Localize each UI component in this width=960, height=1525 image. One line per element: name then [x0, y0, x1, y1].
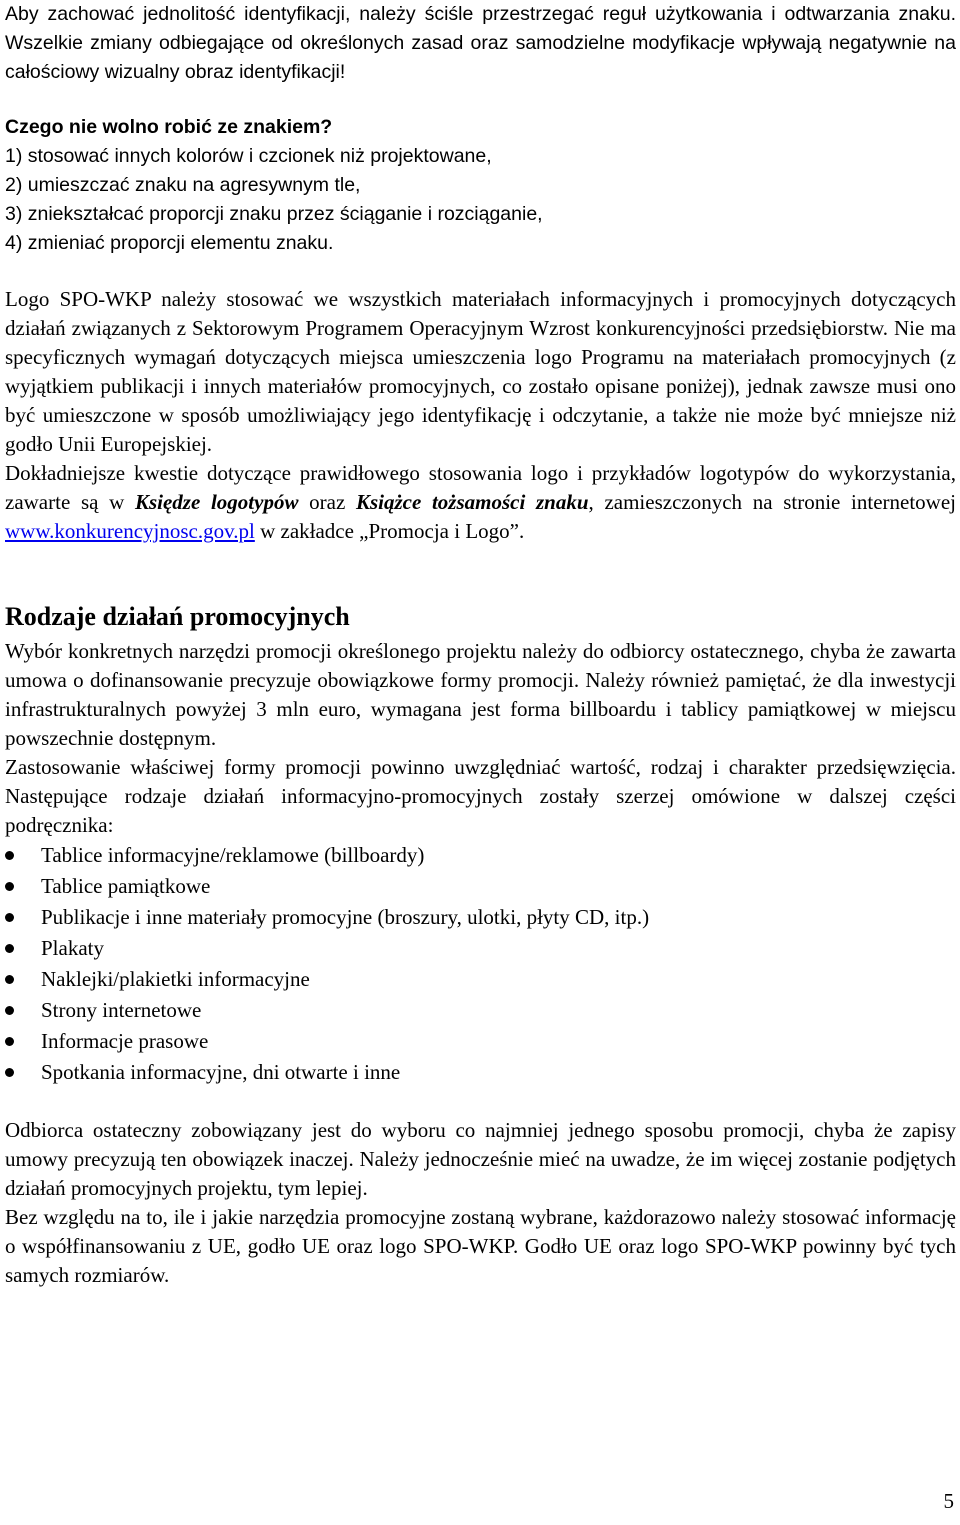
section-heading: Rodzaje działań promocyjnych: [5, 602, 350, 631]
list-item: [5, 1026, 956, 1057]
list-item-label: Informacje prasowe: [41, 1029, 209, 1053]
list-item: [5, 840, 956, 871]
logo-usage-paragraph: Logo SPO-WKP należy stosować we wszystkich materiałach informacyjnych i promocyjnych dotyczących działań związanych z Sektorowym Programem Operacyjnym Wzrost konkurencyjności przedsiębiorstw. Nie ma specyficznych wymagań dotyczących miejsca umieszczenia logo Programu na materiałach promocyjnych (z wyjątkiem publikacji i innych materiałów promocyjnych, co zostało opisane poniżej), jednak zawsze musi ono być umieszczone w sposób umożliwiający jego identyfikację i odczytanie, a także nie może być mniejsze niż godło Unii Europejskiej.: [5, 287, 956, 456]
bullet-icon: [5, 1037, 14, 1046]
list-item-label: Tablice pamiątkowe: [41, 874, 211, 898]
section-paragraph-3: Odbiorca ostateczny zobowiązany jest do wyboru co najmniej jednego sposobu promocji, chyba że zapisy umowy precyzują ten obowiązek inaczej. Należy jednocześnie mieć na uwadze, że im więcej zostanie podjętych działań promocyjnych projektu, tym lepiej.: [5, 1118, 956, 1200]
bullet-icon: [5, 944, 14, 953]
bullet-icon: [5, 1068, 14, 1077]
list-item: [5, 1057, 956, 1088]
details-text-1: Dokładniejsze kwestie dotyczące prawidłowego stosowania logo i przykładów logotypów do wykorzystania, zawarte są w: [5, 461, 956, 514]
donts-item: 4) zmieniać proporcji elementu znaku.: [5, 232, 334, 254]
list-item-label: Naklejki/plakietki informacyjne: [41, 967, 310, 991]
book-identity-title: Książce tożsamości znaku: [355, 490, 589, 514]
document-page: [5, 0, 956, 1290]
bullet-icon: [5, 975, 14, 984]
list-item-label: Plakaty: [41, 936, 104, 960]
promotion-types-list: [5, 840, 956, 1088]
list-item: [5, 964, 956, 995]
donts-list: [5, 142, 956, 258]
donts-heading: Czego nie wolno robić ze znakiem?: [5, 116, 333, 138]
section-paragraph-4: Bez względu na to, ile i jakie narzędzia promocyjne zostaną wybrane, każdorazowo należy stosować informację o współfinansowaniu z UE, godło UE oraz logo SPO-WKP. Godło UE oraz logo SPO-WKP powinny być tych samych rozmiarów.: [5, 1205, 956, 1287]
donts-item: 2) umieszczać znaku na agresywnym tle,: [5, 174, 361, 196]
bullet-icon: [5, 1006, 14, 1015]
list-item-label: Tablice informacyjne/reklamowe (billboardy): [41, 843, 425, 867]
list-item: [5, 871, 956, 902]
list-item: [5, 933, 956, 964]
bullet-icon: [5, 913, 14, 922]
details-text-4: w zakładce „Promocja i Logo”.: [254, 519, 525, 543]
bullet-icon: [5, 882, 14, 891]
intro-paragraph: Aby zachować jednolitość identyfikacji, należy ściśle przestrzegać reguł użytkowania i odtwarzania znaku. Wszelkie zmiany odbiegające od określonych zasad oraz samodzielne modyfikacje wpływają negatywnie na całościowy wizualny obraz identyfikacji!: [5, 3, 956, 83]
website-link[interactable]: www.konkurencyjnosc.gov.pl: [5, 519, 255, 543]
book-logotypes-title: Księdze logotypów: [134, 490, 299, 514]
section-paragraph-1: Wybór konkretnych narzędzi promocji określonego projektu należy do odbiorcy ostatecznego, chyba że zawarta umowa o dofinansowanie precyzuje obowiązkowe formy promocji. Należy również pamiętać, że dla inwestycji infrastrukturalnych powyżej 3 mln euro, wymagana jest forma billboardu i tablicy pamiątkowej w miejscu powszechnie dostępnym.: [5, 639, 956, 750]
details-text-2: oraz: [298, 490, 356, 514]
donts-item: 1) stosować innych kolorów i czcionek niż projektowane,: [5, 145, 492, 167]
list-item-label: Publikacje i inne materiały promocyjne (broszury, ulotki, płyty CD, itp.): [41, 905, 650, 929]
list-item: [5, 995, 956, 1026]
list-item-label: Spotkania informacyjne, dni otwarte i inne: [41, 1060, 401, 1084]
page-number: 5: [943, 1489, 954, 1513]
section-paragraph-2: Zastosowanie właściwej formy promocji powinno uwzględniać wartość, rodzaj i charakter przedsięwzięcia. Następujące rodzaje działań informacyjno-promocyjnych zostały szerzej omówione w dalszej części podręcznika:: [5, 755, 956, 837]
list-item-label: Strony internetowe: [41, 998, 202, 1022]
bullet-icon: [5, 851, 14, 860]
donts-item: 3) zniekształcać proporcji znaku przez ściąganie i rozciąganie,: [5, 203, 543, 225]
details-text-3: , zamieszczonych na stronie internetowej: [588, 490, 957, 514]
list-item: [5, 902, 956, 933]
details-paragraph: [5, 459, 956, 546]
